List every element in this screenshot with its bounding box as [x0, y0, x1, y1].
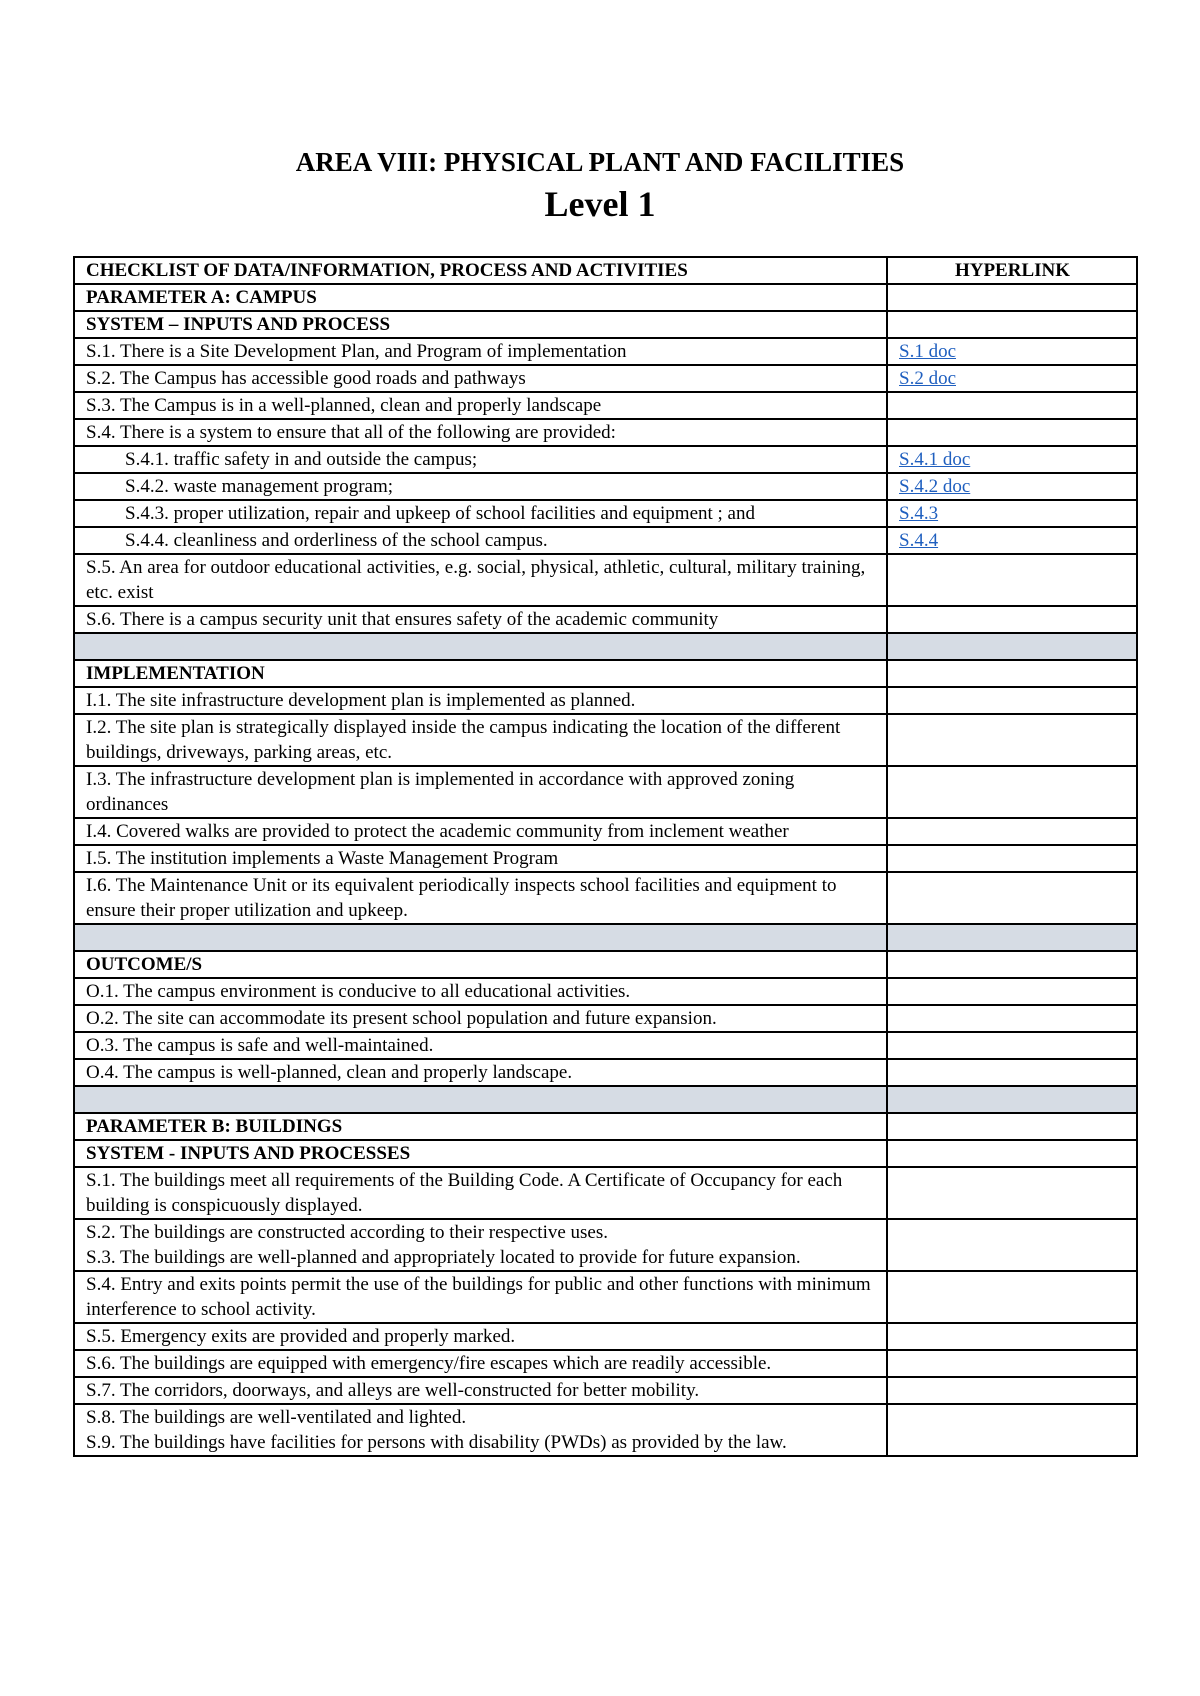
table-row: [74, 446, 1137, 473]
row-text: O.1. The campus environment is conducive to all educational activities.: [74, 978, 887, 1005]
row-link-cell: [887, 554, 1137, 606]
table-row: [74, 606, 1137, 633]
hyperlink-s4-2-doc[interactable]: S.4.2 doc: [899, 476, 971, 497]
table-row: [74, 1140, 1137, 1167]
row-link-cell: [887, 365, 1137, 392]
row-link-cell: [887, 1113, 1137, 1140]
row-link-cell: [887, 473, 1137, 500]
row-link-cell: [887, 446, 1137, 473]
row-text: S.6. There is a campus security unit that ensures safety of the academic community: [74, 606, 887, 633]
row-link-cell: [887, 338, 1137, 365]
row-text: S.4. Entry and exits points permit the use of the buildings for public and other functions with minimum interference to school activity.: [74, 1271, 887, 1323]
table-row: [74, 311, 1137, 338]
row-link-cell: [887, 1350, 1137, 1377]
row-text: I.1. The site infrastructure development plan is implemented as planned.: [74, 687, 887, 714]
table-row: [74, 1167, 1137, 1219]
table-row: [74, 1350, 1137, 1377]
checklist-table: [73, 256, 1138, 1457]
row-text: IMPLEMENTATION: [74, 660, 887, 687]
table-row: [74, 1059, 1137, 1086]
row-link-cell: [887, 392, 1137, 419]
table-header-row: [74, 257, 1137, 284]
row-text: S.4.4. cleanliness and orderliness of the school campus.: [74, 527, 887, 554]
row-text: OUTCOME/S: [74, 951, 887, 978]
table-row: [74, 554, 1137, 606]
row-link-cell: [887, 660, 1137, 687]
row-link-cell: [887, 845, 1137, 872]
row-text: S.2. The buildings are constructed according to their respective uses.: [74, 1219, 887, 1245]
row-link-cell: [887, 527, 1137, 554]
row-text: S.5. An area for outdoor educational activities, e.g. social, physical, athletic, cultural, military training, etc. exist: [74, 554, 887, 606]
table-row: [74, 845, 1137, 872]
hyperlink-s4-1-doc[interactable]: S.4.1 doc: [899, 449, 971, 470]
row-link-cell: [887, 284, 1137, 311]
table-row: [74, 365, 1137, 392]
row-link-cell: [887, 978, 1137, 1005]
row-link-cell: [887, 1219, 1137, 1245]
row-link-cell: [887, 1140, 1137, 1167]
row-link-cell: [887, 1245, 1137, 1271]
hyperlink-s4-4[interactable]: S.4.4: [899, 530, 939, 551]
row-text: O.3. The campus is safe and well-maintained.: [74, 1032, 887, 1059]
separator-cell: [74, 633, 887, 660]
separator-cell: [74, 924, 887, 951]
row-link-cell: [887, 1430, 1137, 1456]
table-row: [74, 1271, 1137, 1323]
row-link-cell: [887, 419, 1137, 446]
row-link-cell: [887, 818, 1137, 845]
row-text: S.3. The buildings are well-planned and appropriately located to provide for future expansion.: [74, 1245, 887, 1271]
table-row: [74, 338, 1137, 365]
table-row: [74, 527, 1137, 554]
table-row: [74, 766, 1137, 818]
row-text: S.6. The buildings are equipped with emergency/fire escapes which are readily accessible.: [74, 1350, 887, 1377]
row-link-cell: [887, 1377, 1137, 1404]
row-text: S.4.2. waste management program;: [74, 473, 887, 500]
hyperlink-s1-doc[interactable]: S.1 doc: [899, 341, 956, 362]
row-link-cell: [887, 872, 1137, 924]
row-text: I.5. The institution implements a Waste Management Program: [74, 845, 887, 872]
table-row: [74, 818, 1137, 845]
table-row: [74, 1219, 1137, 1245]
row-text: I.3. The infrastructure development plan is implemented in accordance with approved zoning ordinances: [74, 766, 887, 818]
row-text: O.4. The campus is well-planned, clean and properly landscape.: [74, 1059, 887, 1086]
table-row: [74, 284, 1137, 311]
row-link-cell: [887, 1271, 1137, 1323]
table-row: [74, 1005, 1137, 1032]
table-row: [74, 714, 1137, 766]
row-text: S.1. The buildings meet all requirements of the Building Code. A Certificate of Occupancy for each building is conspicuously displayed.: [74, 1167, 887, 1219]
table-row: [74, 1404, 1137, 1430]
row-link-cell: [887, 1005, 1137, 1032]
row-text: I.2. The site plan is strategically displayed inside the campus indicating the location of the different buildings, driveways, parking areas, etc.: [74, 714, 887, 766]
row-text: S.4. There is a system to ensure that all of the following are provided:: [74, 419, 887, 446]
page-subtitle: Level 1: [544, 184, 656, 224]
table-row: [74, 1323, 1137, 1350]
table-row: [74, 978, 1137, 1005]
row-link-cell: [887, 766, 1137, 818]
header-hyperlink: HYPERLINK: [887, 257, 1137, 284]
row-link-cell: [887, 687, 1137, 714]
row-link-cell: [887, 1167, 1137, 1219]
separator-cell: [887, 633, 1137, 660]
separator-cell: [887, 924, 1137, 951]
row-text: I.6. The Maintenance Unit or its equivalent periodically inspects school facilities and equipment to ensure their proper utilization and upkeep.: [74, 872, 887, 924]
table-row: [74, 1032, 1137, 1059]
table-row: [74, 392, 1137, 419]
page-title: AREA VIII: PHYSICAL PLANT AND FACILITIES: [295, 147, 905, 177]
table-row: [74, 872, 1137, 924]
row-text: S.1. There is a Site Development Plan, and Program of implementation: [74, 338, 887, 365]
row-link-cell: [887, 714, 1137, 766]
row-text: PARAMETER B: BUILDINGS: [74, 1113, 887, 1140]
row-text: I.4. Covered walks are provided to protect the academic community from inclement weather: [74, 818, 887, 845]
separator-row: [74, 633, 1137, 660]
row-text: S.9. The buildings have facilities for persons with disability (PWDs) as provided by the law.: [74, 1430, 887, 1456]
row-link-cell: [887, 500, 1137, 527]
separator-cell: [887, 1086, 1137, 1113]
table-row: [74, 1377, 1137, 1404]
row-link-cell: [887, 311, 1137, 338]
row-text: S.4.1. traffic safety in and outside the campus;: [74, 446, 887, 473]
hyperlink-s4-3[interactable]: S.4.3: [899, 503, 939, 524]
table-row: [74, 1113, 1137, 1140]
row-text: PARAMETER A: CAMPUS: [74, 284, 887, 311]
row-text: S.3. The Campus is in a well-planned, clean and properly landscape: [74, 392, 887, 419]
table-row: [74, 419, 1137, 446]
row-link-cell: [887, 1323, 1137, 1350]
row-link-cell: [887, 1404, 1137, 1430]
row-text: S.2. The Campus has accessible good roads and pathways: [74, 365, 887, 392]
row-text: S.5. Emergency exits are provided and properly marked.: [74, 1323, 887, 1350]
header-checklist: CHECKLIST OF DATA/INFORMATION, PROCESS AND ACTIVITIES: [74, 257, 887, 284]
row-link-cell: [887, 951, 1137, 978]
table-row: [74, 951, 1137, 978]
row-text: SYSTEM - INPUTS AND PROCESSES: [74, 1140, 887, 1167]
separator-row: [74, 924, 1137, 951]
table-row: [74, 687, 1137, 714]
row-link-cell: [887, 606, 1137, 633]
separator-row: [74, 1086, 1137, 1113]
table-row: [74, 500, 1137, 527]
row-text: S.4.3. proper utilization, repair and upkeep of school facilities and equipment ; and: [74, 500, 887, 527]
row-text: O.2. The site can accommodate its present school population and future expansion.: [74, 1005, 887, 1032]
row-text: S.7. The corridors, doorways, and alleys are well-constructed for better mobility.: [74, 1377, 887, 1404]
row-text: SYSTEM – INPUTS AND PROCESS: [74, 311, 887, 338]
hyperlink-s2-doc[interactable]: S.2 doc: [899, 368, 956, 389]
row-link-cell: [887, 1032, 1137, 1059]
separator-cell: [74, 1086, 887, 1113]
row-text: S.8. The buildings are well-ventilated and lighted.: [74, 1404, 887, 1430]
table-row: [74, 1430, 1137, 1456]
row-link-cell: [887, 1059, 1137, 1086]
table-row: [74, 1245, 1137, 1271]
table-row: [74, 473, 1137, 500]
table-row: [74, 660, 1137, 687]
